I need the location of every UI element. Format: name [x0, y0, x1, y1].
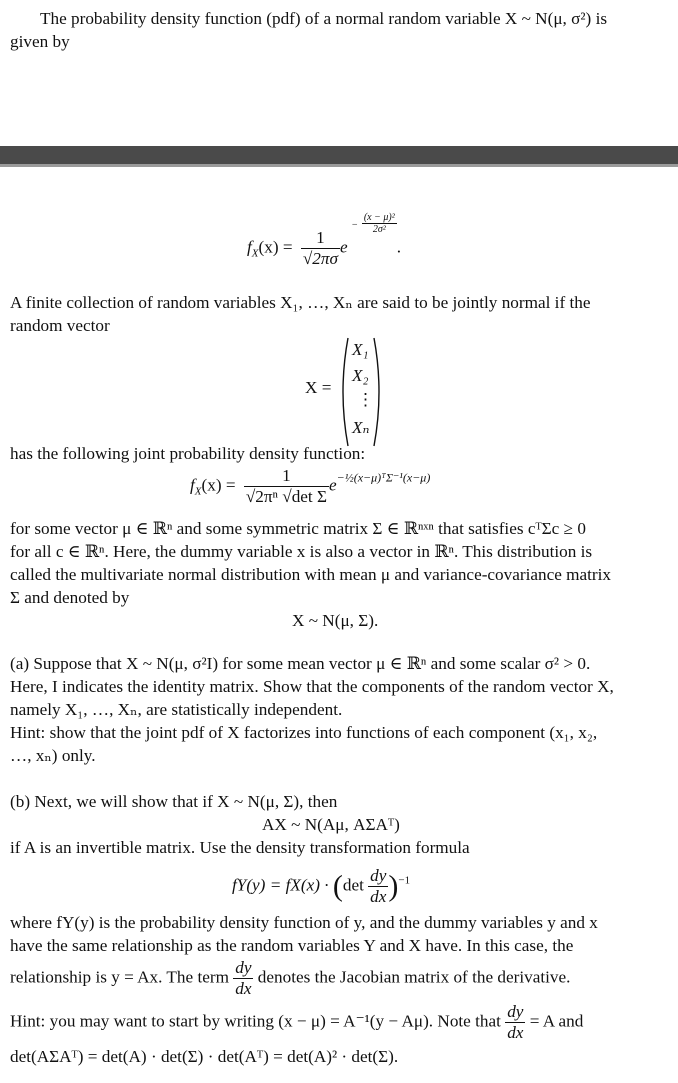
part-a-line-3: namely X₁, …, Xₙ, are statistically independent. — [10, 700, 343, 719]
vector-entry-1: X₁ — [352, 340, 369, 359]
intro-line-1: The probability density function (pdf) of a normal random variable X ~ N(μ, σ²) is — [40, 9, 608, 28]
vector-entry-3: ⋮ — [357, 390, 375, 409]
equation-density-transform: fY(y) = fX(x) · (det $\frac{dy}{dx}$ )$^{-1}$ — [232, 866, 411, 906]
intro-line-2: given by — [10, 32, 70, 51]
para4-line-3: called the multivariate normal distribution with mean μ and variance-covariance matrix — [10, 565, 612, 584]
part-a-line-1: (a) Suppose that X ~ N(μ, σ²I) for some mean vector μ ∈ ℝⁿ and some scalar σ² > 0. — [10, 654, 591, 673]
part-b-line-3: where fY(y) is the probability density function of y, and the dummy variables y and x — [10, 913, 598, 932]
part-b-line-2: if A is an invertible matrix. Use the density transformation formula — [10, 838, 470, 857]
equation-multivariate-pdf: $f_X(x)$ = $\frac{1}{\text{√2πⁿ √det Σ}}$ $e^{-\frac{1}{2}(x-\mu)ᵀ\Sigma^{-1}(x-\mu)}$ — [190, 466, 431, 506]
equation-normal-pdf: $f_X(x)$ = $\frac{1}{√2\pi\sigma}$ e − $\frac{\text{(x − μ)²}}{\text{2σ²}}$ . — [247, 212, 402, 268]
equation-mvn-notation: X ~ N(μ, Σ). — [292, 611, 379, 630]
vector-entry-2: X₂ — [352, 366, 369, 385]
scan-divider-band — [0, 146, 678, 164]
part-b-hint-line: Hint: you may want to start by writing (x − μ) = A⁻¹(y − Aμ). Note that $\frac{dy}{dx}$ = A and — [10, 1002, 584, 1042]
part-a-line-2: Here, I indicates the identity matrix. Show that the components of the random vector X, — [10, 677, 614, 696]
jointly-normal-line-1: A finite collection of random variables X₁, …, Xₙ are said to be jointly normal if the — [10, 293, 591, 312]
vector-entry-4: Xₙ — [352, 418, 370, 437]
joint-pdf-intro: has the following joint probability density function: — [10, 444, 366, 463]
part-b-relationship-line: relationship is y = Ax. The term $\frac{dy}{dx}$ denotes the Jacobian matrix of the derivative. — [10, 958, 571, 998]
para4-line-2: for all c ∈ ℝⁿ. Here, the dummy variable x is also a vector in ℝⁿ. This distribution is — [10, 542, 593, 561]
part-b-line-4: have the same relationship as the random variables Y and X have. In this case, the — [10, 936, 574, 955]
part-b-determinant-line: det(AΣAᵀ) = det(A) · det(Σ) · det(Aᵀ) = det(A)² · det(Σ). — [10, 1047, 399, 1066]
vector-lhs: X = — [305, 378, 332, 397]
part-a-hint-line-1: Hint: show that the joint pdf of X factorizes into functions of each component (x₁, x₂, — [10, 723, 598, 742]
part-b-line-1: (b) Next, we will show that if X ~ N(μ, Σ), then — [10, 792, 338, 811]
scan-divider-shadow — [0, 164, 678, 167]
part-a-hint-line-2: …, xₙ) only. — [10, 746, 96, 765]
para4-line-1: for some vector μ ∈ ℝⁿ and some symmetric matrix Σ ∈ ℝⁿˣⁿ that satisfies cᵀΣc ≥ 0 — [10, 519, 586, 538]
equation-linear-transform: AX ~ N(Aμ, AΣAᵀ) — [262, 815, 400, 834]
para4-line-4: Σ and denoted by — [10, 588, 130, 607]
jointly-normal-line-2: random vector — [10, 316, 110, 335]
